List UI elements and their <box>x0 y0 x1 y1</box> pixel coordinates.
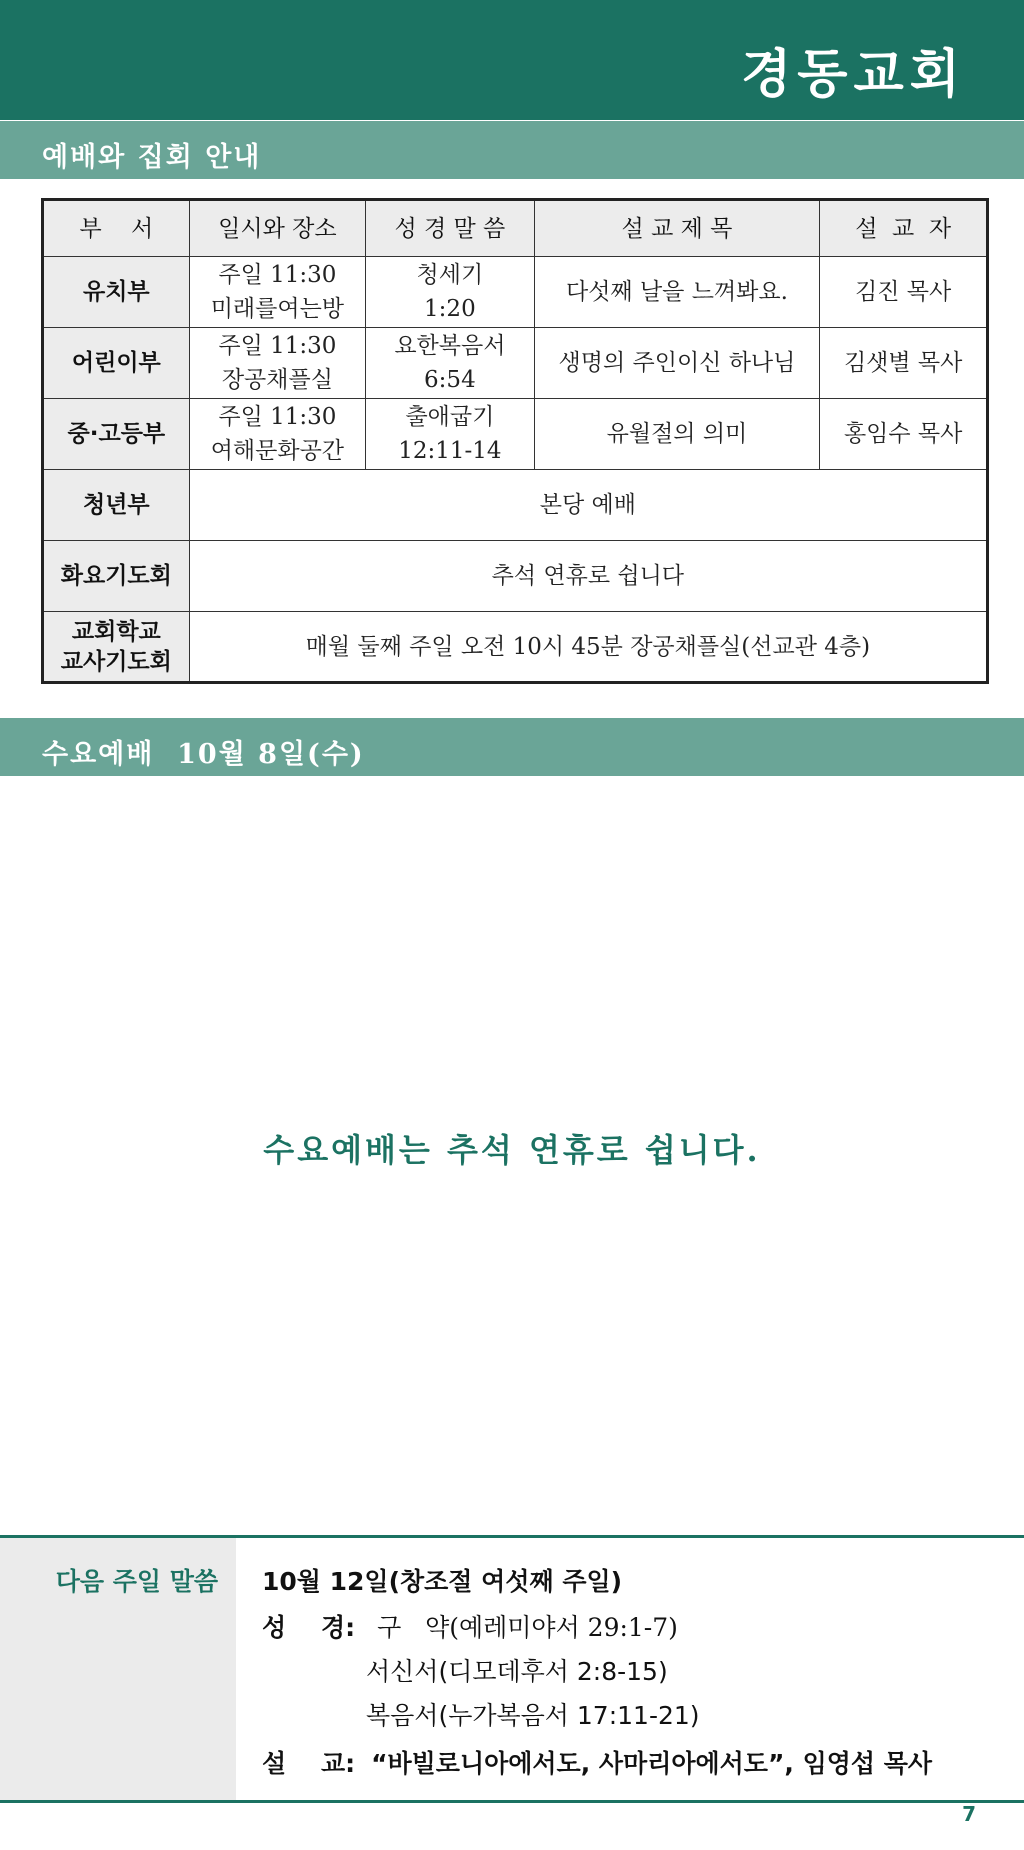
scripture-cell <box>366 328 535 399</box>
next-week-date: 10월 12일(창조절 여섯째 주일) <box>262 1567 623 1596</box>
dept-line: 교회학교 <box>71 618 161 645</box>
table-row <box>43 541 988 612</box>
preacher-cell: 홍임수 목사 <box>820 399 988 470</box>
scripture-cell <box>366 399 535 470</box>
column-header: 성 경 말 씀 <box>366 200 535 257</box>
sermon-title-cell: 다섯째 날을 느껴봐요. <box>534 257 820 328</box>
sermon-label: 설 교: <box>262 1749 356 1778</box>
table-header-row <box>43 200 988 257</box>
place: 장공채플실 <box>221 367 333 393</box>
merged-info-cell: 추석 연휴로 쉽니다 <box>189 541 987 612</box>
table-row <box>43 328 988 399</box>
next-week-label: 다음 주일 말씀 <box>55 1567 218 1596</box>
scripture-ref: 12:11-14 <box>398 438 502 464</box>
scripture-line <box>262 1608 678 1644</box>
scripture-book: 청세기 <box>416 262 484 288</box>
dept-cell: 유치부 <box>43 257 190 328</box>
column-header: 설 교 제 목 <box>534 200 820 257</box>
time-place-cell <box>189 257 365 328</box>
table-row <box>43 399 988 470</box>
time: 주일 11:30 <box>218 262 337 288</box>
scripture-cell <box>366 257 535 328</box>
epistle-reading: 서신서(디모데후서 2:8-15) <box>366 1657 668 1686</box>
church-name: 경동교회 <box>741 44 966 105</box>
section-title: 예배와 집회 안내 <box>42 142 262 173</box>
sermon-title-cell: 유월절의 의미 <box>534 399 820 470</box>
time: 주일 11:30 <box>218 333 337 359</box>
dept-cell: 어린이부 <box>43 328 190 399</box>
sermon-line <box>262 1744 932 1780</box>
section-title: 수요예배 10월 8일(수) <box>42 739 365 770</box>
column-header: 일시와 장소 <box>189 200 365 257</box>
scripture-label: 성 경: <box>262 1613 356 1642</box>
sermon-title: “바빌로니아에서도, 사마리아에서도”, 임영섭 목사 <box>371 1749 933 1778</box>
sermon-title-cell: 생명의 주인이신 하나님 <box>534 328 820 399</box>
dept-cell: 화요기도회 <box>43 541 190 612</box>
time-place-cell <box>189 399 365 470</box>
scripture-ref: 1:20 <box>424 296 476 322</box>
page-number: 7 <box>962 1802 976 1826</box>
next-week-label-column <box>0 1538 236 1800</box>
place: 여해문화공간 <box>210 438 345 464</box>
dept-cell: 청년부 <box>43 470 190 541</box>
merged-info-cell: 본당 예배 <box>189 470 987 541</box>
table-row <box>43 470 988 541</box>
time: 주일 11:30 <box>218 404 337 430</box>
old-testament-reading: 구 약(예레미야서 29:1-7) <box>377 1613 678 1642</box>
preacher-cell: 김샛별 목사 <box>820 328 988 399</box>
dept-cell: 중·고등부 <box>43 399 190 470</box>
preacher-cell: 김진 목사 <box>820 257 988 328</box>
column-header: 부 서 <box>43 200 190 257</box>
table-row <box>43 257 988 328</box>
scripture-book: 출애굽기 <box>405 404 495 430</box>
place: 미래를여는방 <box>210 296 345 322</box>
next-week-block <box>0 1535 1024 1803</box>
time-place-cell <box>189 328 365 399</box>
schedule-table <box>41 198 989 684</box>
scripture-ref: 6:54 <box>424 367 476 393</box>
dept-line: 교사기도회 <box>60 648 172 675</box>
gospel-reading: 복음서(누가복음서 17:11-21) <box>366 1701 700 1730</box>
column-header: 설 교 자 <box>820 200 988 257</box>
section-header-wednesday <box>0 718 1024 776</box>
header-bar <box>0 0 1024 120</box>
table-row <box>43 612 988 683</box>
merged-info-cell: 매월 둘째 주일 오전 10시 45분 장공채플실(선교관 4층) <box>189 612 987 683</box>
section-header-schedule <box>0 121 1024 179</box>
scripture-book: 요한복음서 <box>394 333 506 359</box>
wednesday-notice: 수요예배는 추석 연휴로 쉽니다. <box>263 1131 761 1169</box>
dept-cell <box>43 612 190 683</box>
